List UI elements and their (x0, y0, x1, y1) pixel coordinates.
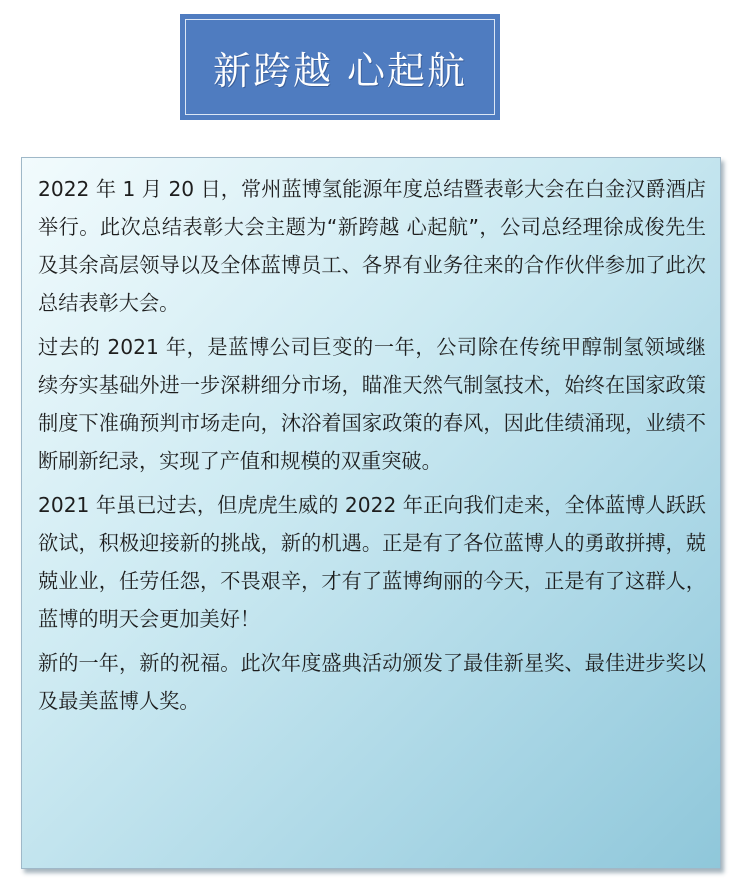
paragraph-event-intro: 2022 年 1 月 20 日，常州蓝博氢能源年度总结暨表彰大会在白金汉爵酒店举行。此次总结表彰大会主题为“新跨越 心起航”，公司总经理徐成俊先生及其余高层领导以及全体蓝博员工、各界有业务往来的合作伙伴参加了此次总结表彰大会。 (38, 177, 706, 315)
title-frame (185, 19, 495, 115)
article-panel (21, 157, 721, 869)
paragraph-2022-outlook: 2021 年虽已过去，但虎虎生威的 2022 年正向我们走来，全体蓝博人跃跃欲试，积极迎接新的挑战，新的机遇。正是有了各位蓝博人的勇敢拼搏，兢兢业业，任劳任怨，不畏艰辛，才有了蓝博绚丽的今天，正是有了这群人，蓝博的明天会更加美好！ (38, 493, 706, 631)
paragraph-awards: 新的一年，新的祝福。此次年度盛典活动颁发了最佳新星奖、最佳进步奖以及最美蓝博人奖。 (38, 651, 706, 713)
page-title: 新跨越 心起航 (212, 48, 468, 93)
title-banner (180, 14, 500, 120)
paragraph-2021-review: 过去的 2021 年，是蓝博公司巨变的一年，公司除在传统甲醇制氢领域继续夯实基础外进一步深耕细分市场，瞄准天然气制氢技术，始终在国家政策制度下准确预判市场走向，沐浴着国家政策的春风，因此佳绩涌现，业绩不断刷新纪录，实现了产值和规模的双重突破。 (38, 335, 706, 473)
